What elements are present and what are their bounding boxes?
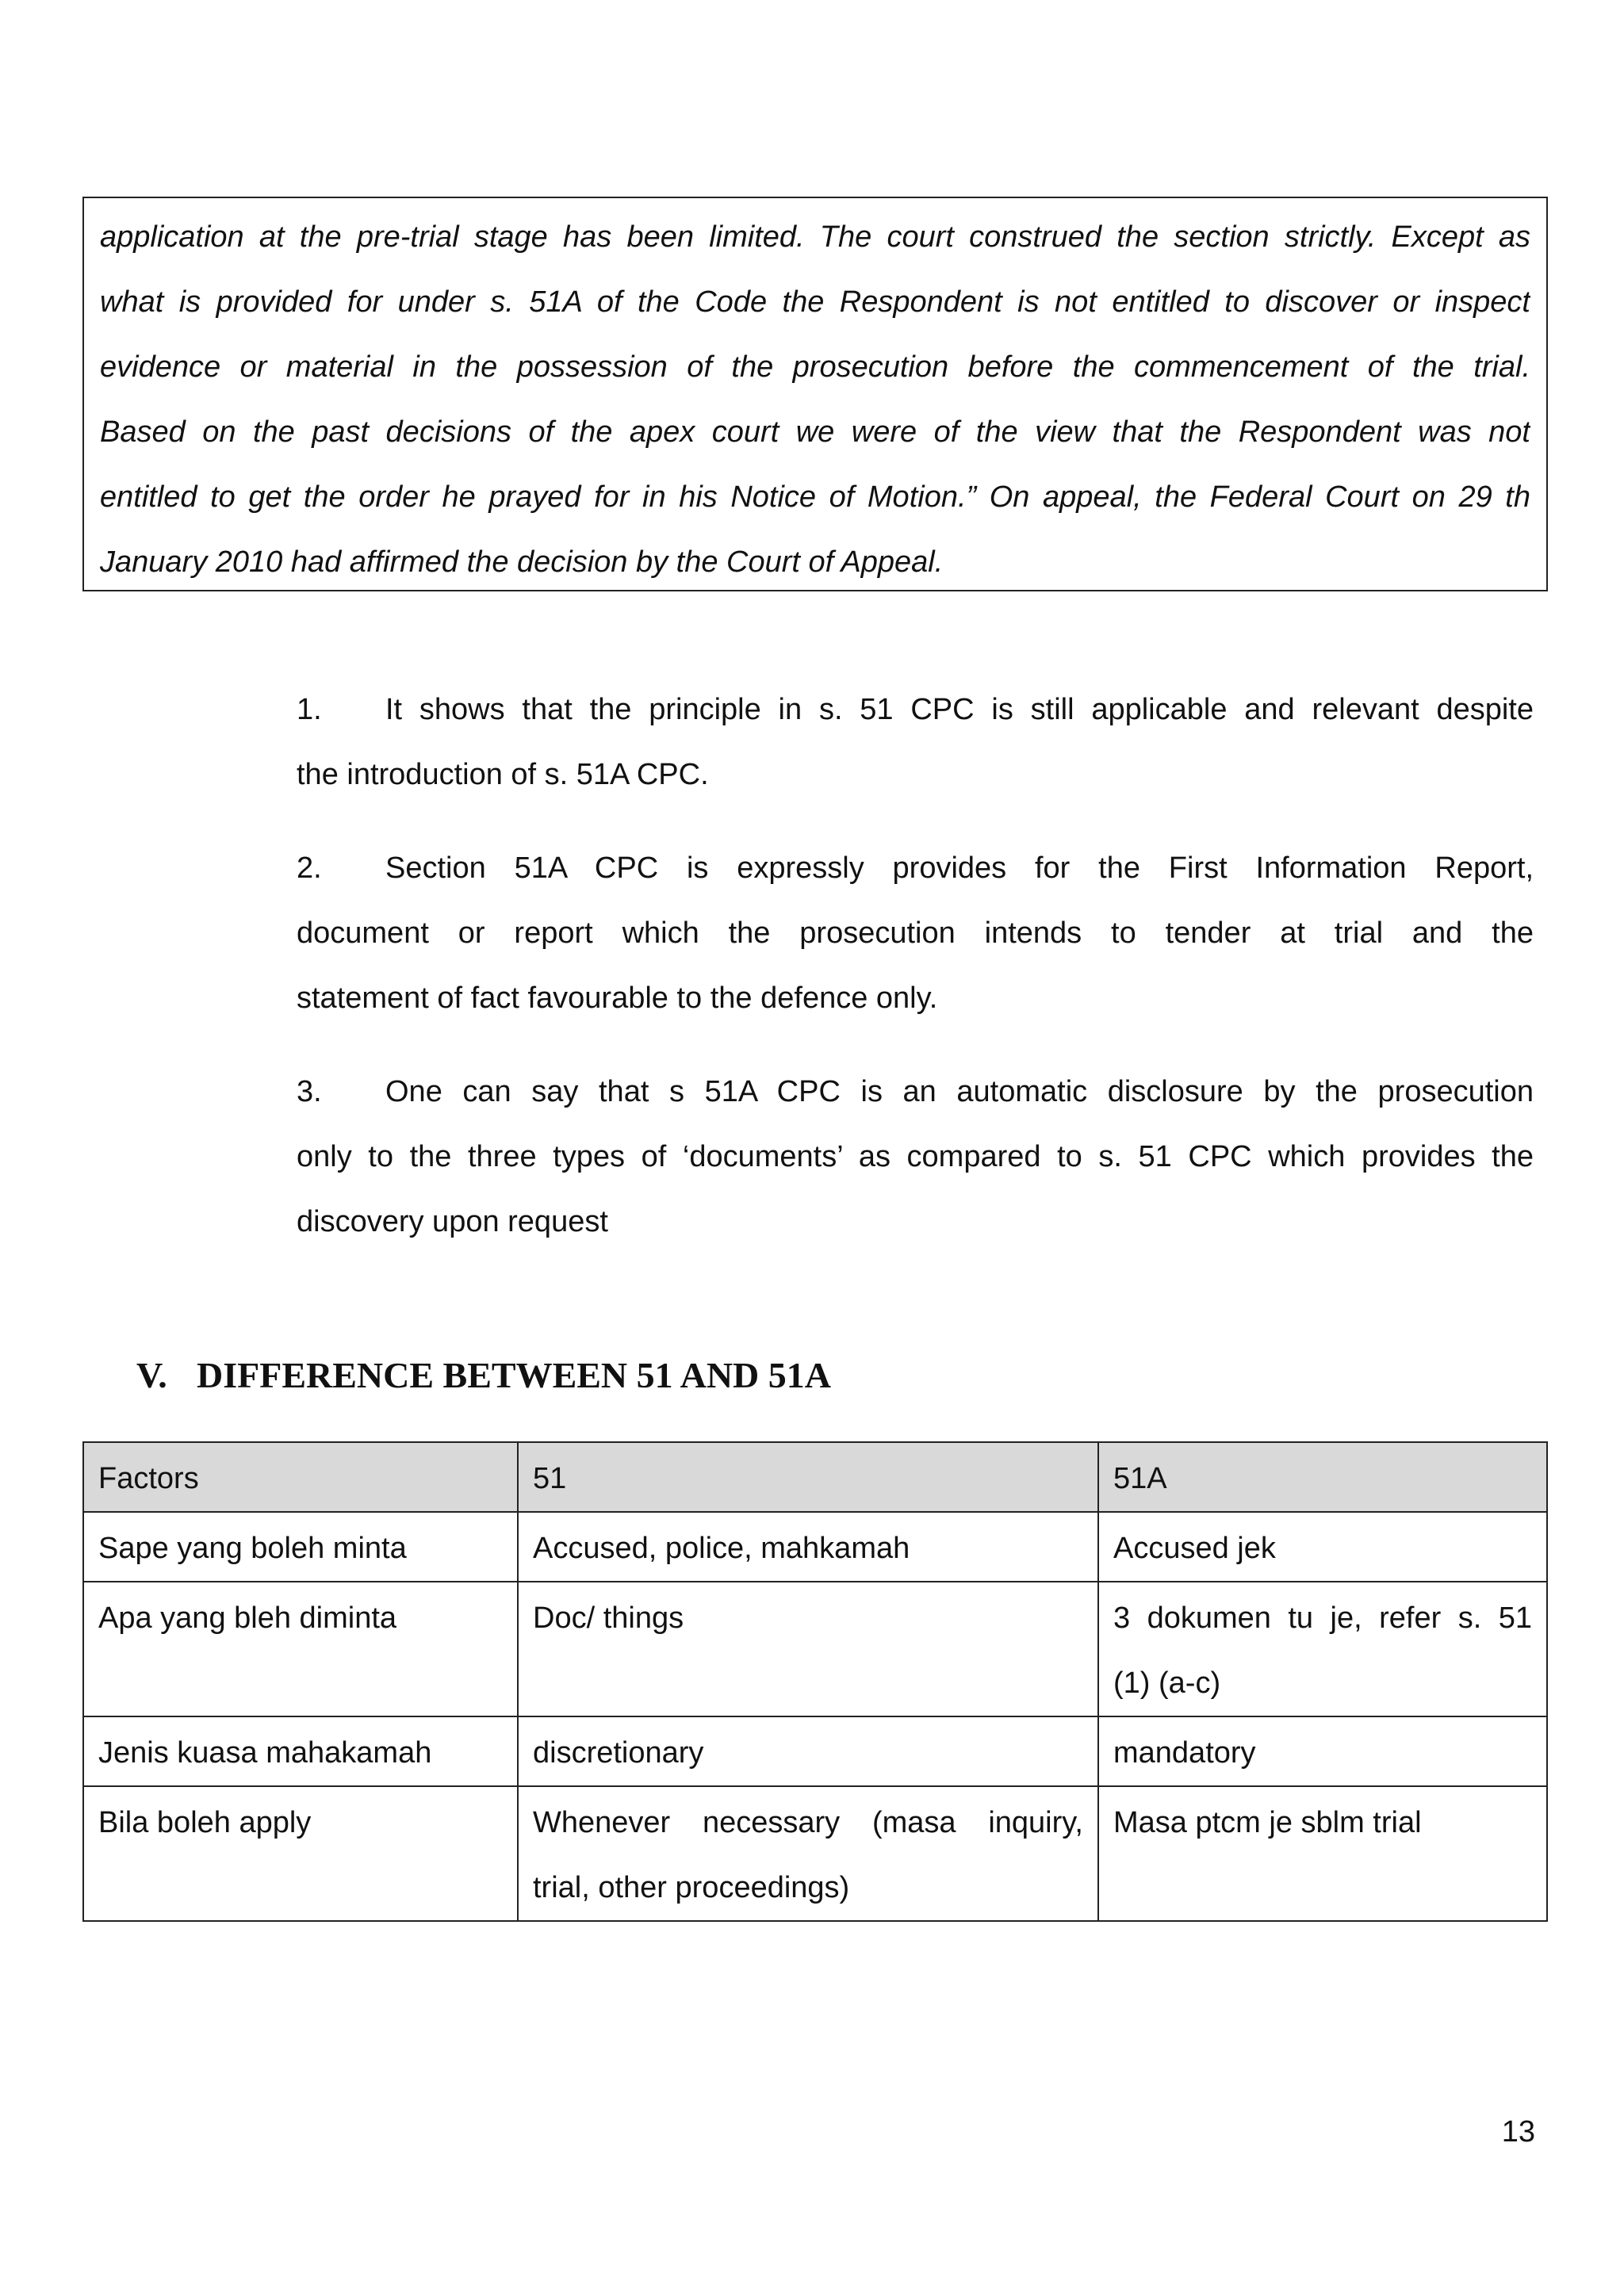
table-header-cell: 51 (518, 1442, 1098, 1512)
quote-line: Based on the past decisions of the apex court we were of the view that the Respondent was not (100, 415, 1530, 449)
cell-line: discretionary (533, 1736, 704, 1770)
point-line: discovery upon request (297, 1205, 608, 1238)
section-numeral: V. (136, 1355, 167, 1395)
table-cell-51a (1098, 1582, 1547, 1716)
quote-line: January 2010 had affirmed the decision by the Court of Appeal. (100, 545, 944, 579)
section-heading (136, 1354, 831, 1396)
table-cell-51 (518, 1786, 1098, 1921)
table-header-cell: Factors (83, 1442, 518, 1512)
point-text: One can say that s 51A CPC is an automatic disclosure by the prosecution (385, 1075, 1534, 1108)
page-number: 13 (1501, 2115, 1535, 2149)
cell-line: Accused jek (1113, 1532, 1276, 1565)
point-line (297, 1059, 1534, 1124)
cell-line: Masa ptcm je sblm trial (1113, 1806, 1422, 1839)
point-line (297, 836, 1534, 901)
table-cell-factor: Apa yang bleh diminta (83, 1582, 518, 1716)
table-row (83, 1786, 1547, 1921)
table-cell-factor: Bila boleh apply (83, 1786, 518, 1921)
table-cell-51a (1098, 1716, 1547, 1786)
quote-line: application at the pre-trial stage has been limited. The court construed the section strictly. Except as (100, 220, 1530, 254)
quote-box (82, 197, 1548, 591)
table-cell-51 (518, 1582, 1098, 1716)
table-cell-51a (1098, 1786, 1547, 1921)
cell-line: mandatory (1113, 1736, 1256, 1770)
table-row (83, 1716, 1547, 1786)
table-row (83, 1512, 1547, 1582)
quote-line: evidence or material in the possession of the prosecution before the commencement of the trial. (100, 350, 1530, 384)
point-line: the introduction of s. 51A CPC. (297, 758, 709, 791)
cell-line: 3 dokumen tu je, refer s. 51 (1113, 1601, 1532, 1635)
cell-line: (1) (a-c) (1113, 1667, 1221, 1700)
quote-line: what is provided for under s. 51A of the Code the Respondent is not entitled to discover or inspect (100, 285, 1530, 319)
cell-line: Accused, police, mahkamah (533, 1532, 910, 1565)
numbered-points (297, 677, 1534, 1283)
table-cell-51a (1098, 1512, 1547, 1582)
point-text: It shows that the principle in s. 51 CPC is still applicable and relevant despite (385, 693, 1534, 726)
point-3 (297, 1059, 1534, 1254)
table-cell-51 (518, 1512, 1098, 1582)
point-line: only to the three types of ‘documents’ as compared to s. 51 CPC which provides the (297, 1140, 1534, 1173)
comparison-table (82, 1441, 1548, 1922)
point-line: statement of fact favourable to the defence only. (297, 982, 938, 1015)
cell-line: trial, other proceedings) (533, 1871, 850, 1904)
section-title: DIFFERENCE BETWEEN 51 AND 51A (197, 1355, 831, 1395)
table-row (83, 1582, 1547, 1716)
point-number: 1. (297, 693, 322, 726)
quote-line: entitled to get the order he prayed for in his Notice of Motion.” On appeal, the Federal Court on 29 th (100, 480, 1530, 514)
table-cell-factor: Jenis kuasa mahakamah (83, 1716, 518, 1786)
point-line (297, 677, 1534, 742)
point-1 (297, 677, 1534, 807)
table-header-row (83, 1442, 1547, 1512)
table-cell-51 (518, 1716, 1098, 1786)
point-number: 2. (297, 851, 322, 885)
table-cell-factor: Sape yang boleh minta (83, 1512, 518, 1582)
point-number: 3. (297, 1075, 322, 1108)
point-2 (297, 836, 1534, 1031)
table-header-cell: 51A (1098, 1442, 1547, 1512)
point-text: Section 51A CPC is expressly provides for the First Information Report, (385, 851, 1534, 885)
cell-line: Whenever necessary (masa inquiry, (533, 1806, 1083, 1839)
point-line: document or report which the prosecution intends to tender at trial and the (297, 916, 1534, 950)
cell-line: Doc/ things (533, 1601, 684, 1635)
